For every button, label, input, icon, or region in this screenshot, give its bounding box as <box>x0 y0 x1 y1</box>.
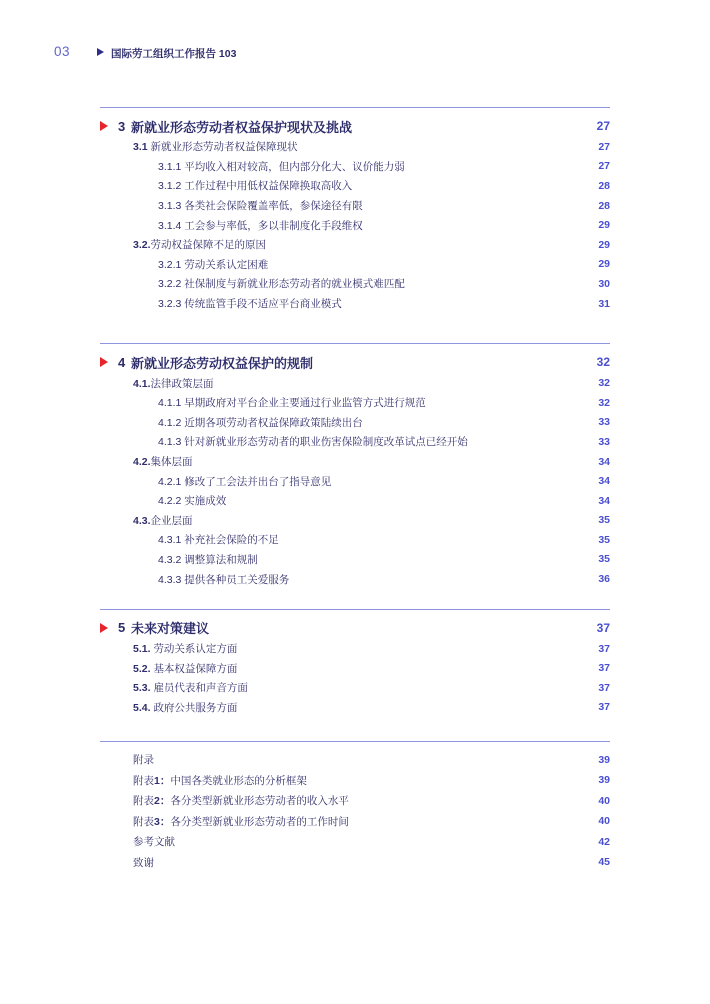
toc-item[interactable] <box>100 852 610 873</box>
toc-item-label: 附表2：各分类型新就业形态劳动者的收入水平 <box>133 795 349 807</box>
section-divider <box>100 741 610 742</box>
toc-item-page: 33 <box>598 435 610 448</box>
toc-item[interactable] <box>100 274 610 294</box>
header-triangle-icon <box>97 48 104 56</box>
toc-items-section-5 <box>100 639 610 717</box>
toc-item-label: 3.2.3 传统监管手段不适应平台商业模式 <box>158 298 342 311</box>
toc-item-label: 附表3：各分类型新就业形态劳动者的工作时间 <box>133 815 349 828</box>
toc-item[interactable] <box>100 639 610 659</box>
toc-item-label: 3.1.4 工会参与率低，多以非制度化手段维权 <box>158 219 363 232</box>
toc-item[interactable] <box>100 698 610 718</box>
toc-item-page: 34 <box>598 494 610 507</box>
toc-item-page: 37 <box>598 662 610 675</box>
toc-item-label: 5.3. 雇员代表和声音方面 <box>133 682 248 695</box>
toc-item-label: 4.3.企业层面 <box>133 514 193 527</box>
chapter-page-number: 37 <box>596 620 610 635</box>
toc-item-page: 45 <box>598 856 610 868</box>
chapter-title: 新就业形态劳动者权益保护现状及挑战 <box>131 119 353 135</box>
toc-item-label: 4.3.2 调整算法和规制 <box>158 553 258 566</box>
toc-item[interactable] <box>100 491 610 511</box>
toc-item-page: 31 <box>598 297 610 310</box>
toc-item[interactable] <box>100 196 610 216</box>
toc-section-5 <box>100 609 610 717</box>
toc-item-page: 39 <box>598 774 610 786</box>
toc-item[interactable] <box>100 215 610 235</box>
toc-items-section-3 <box>100 137 610 313</box>
toc-items-appendix <box>100 749 610 872</box>
toc-item-page: 34 <box>598 455 610 468</box>
toc-item-page: 37 <box>598 642 610 655</box>
header-page-number: 03 <box>54 44 71 59</box>
toc-item-page: 35 <box>598 533 610 546</box>
toc-item[interactable] <box>100 373 610 393</box>
toc-item-label: 3.1 新就业形态劳动者权益保障现状 <box>133 141 298 154</box>
toc-item-label: 4.3.3 提供各种员工关爱服务 <box>158 573 290 586</box>
toc-item[interactable] <box>100 452 610 472</box>
toc-item-label: 附录 <box>133 754 154 766</box>
toc-item-label: 4.1.2 近期各项劳动者权益保障政策陆续出台 <box>158 416 363 429</box>
toc-item-label: 参考文献 <box>133 836 175 848</box>
toc-item-page: 29 <box>598 219 610 232</box>
chapter-number: 4 <box>118 354 126 370</box>
toc-item[interactable] <box>100 255 610 275</box>
toc-item[interactable] <box>100 432 610 452</box>
toc-item[interactable] <box>100 658 610 678</box>
toc-item[interactable] <box>100 569 610 589</box>
toc-item[interactable] <box>100 790 610 811</box>
toc-item-page: 30 <box>598 277 610 290</box>
toc-item-page: 29 <box>598 238 610 251</box>
toc-item[interactable] <box>100 678 610 698</box>
toc-item-label: 5.1. 劳动关系认定方面 <box>133 643 238 656</box>
chapter-title: 未来对策建议 <box>131 621 210 637</box>
toc-item[interactable] <box>100 770 610 791</box>
toc-item[interactable] <box>100 157 610 177</box>
section-divider <box>100 107 610 108</box>
toc-item-page: 37 <box>598 681 610 694</box>
chapter-number: 5 <box>118 620 126 636</box>
toc-item-page: 40 <box>598 815 610 827</box>
header-report-title: 国际劳工组织工作报告 103 <box>111 48 237 60</box>
red-triangle-icon <box>100 357 108 367</box>
toc-chapter-4[interactable] <box>100 351 610 373</box>
table-of-contents <box>100 107 610 872</box>
chapter-page-number: 32 <box>596 355 610 370</box>
toc-item-label: 附表1：中国各类就业形态的分析框架 <box>133 774 307 787</box>
toc-item-page: 40 <box>598 794 610 807</box>
toc-item-page: 42 <box>598 835 610 848</box>
toc-section-3 <box>100 107 610 313</box>
toc-item-label: 4.1.3 针对新就业形态劳动者的职业伤害保险制度改革试点已经开始 <box>158 436 468 449</box>
page-header <box>0 44 710 64</box>
toc-item-label: 3.1.1 平均收入相对较高，但内部分化大、议价能力弱 <box>158 160 405 173</box>
toc-item-page: 29 <box>598 258 610 271</box>
chapter-title: 新就业形态劳动权益保护的规制 <box>131 355 314 371</box>
toc-item-page: 37 <box>598 701 610 714</box>
toc-item-page: 32 <box>598 396 610 409</box>
red-triangle-icon <box>100 121 108 131</box>
toc-item-page: 35 <box>598 553 610 566</box>
toc-item-page: 32 <box>598 377 610 390</box>
toc-item-label: 3.2.2 社保制度与新就业形态劳动者的就业模式难匹配 <box>158 278 405 291</box>
toc-item-page: 36 <box>598 573 610 586</box>
toc-item-page: 27 <box>598 160 610 173</box>
toc-item-label: 4.2.2 实施成效 <box>158 495 227 508</box>
toc-chapter-5[interactable] <box>100 617 610 639</box>
toc-item[interactable] <box>100 749 610 770</box>
toc-item-label: 4.2.1 修改了工会法并出台了指导意见 <box>158 475 332 488</box>
toc-item[interactable] <box>100 811 610 832</box>
toc-item-page: 35 <box>598 514 610 527</box>
toc-item[interactable] <box>100 393 610 413</box>
toc-item-label: 4.3.1 补充社会保险的不足 <box>158 534 279 547</box>
toc-section-4 <box>100 343 610 589</box>
toc-item-page: 39 <box>598 753 610 766</box>
red-triangle-icon <box>100 623 108 633</box>
toc-item-label: 3.2.劳动权益保障不足的原因 <box>133 239 267 252</box>
section-divider <box>100 343 610 344</box>
toc-item[interactable] <box>100 294 610 314</box>
toc-item-label: 致谢 <box>133 856 154 869</box>
toc-item-page: 28 <box>598 199 610 212</box>
toc-section-appendix <box>100 741 610 872</box>
toc-item[interactable] <box>100 137 610 157</box>
toc-item-page: 34 <box>598 475 610 488</box>
toc-item-label: 4.1.法律政策层面 <box>133 377 214 390</box>
toc-item[interactable] <box>100 471 610 491</box>
toc-item[interactable] <box>100 831 610 852</box>
chapter-number: 3 <box>118 118 126 134</box>
chapter-page-number: 27 <box>596 119 610 133</box>
toc-chapter-3[interactable] <box>100 115 610 137</box>
toc-item-label: 5.4. 政府公共服务方面 <box>133 701 238 714</box>
toc-item-page: 28 <box>598 179 610 192</box>
toc-item-label: 3.2.1 劳动关系认定困难 <box>158 258 269 271</box>
toc-item-label: 3.1.2 工作过程中用低权益保障换取高收入 <box>158 180 353 193</box>
toc-item-label: 4.2.集体层面 <box>133 456 193 469</box>
toc-items-section-4 <box>100 373 610 589</box>
toc-item[interactable] <box>100 413 610 433</box>
toc-item[interactable] <box>100 550 610 570</box>
toc-item-page: 27 <box>598 140 610 153</box>
toc-item[interactable] <box>100 176 610 196</box>
toc-item[interactable] <box>100 530 610 550</box>
toc-item-page: 33 <box>598 416 610 429</box>
toc-item-label: 4.1.1 早期政府对平台企业主要通过行业监管方式进行规范 <box>158 397 426 410</box>
toc-item[interactable] <box>100 511 610 531</box>
section-divider <box>100 609 610 610</box>
toc-item[interactable] <box>100 235 610 255</box>
toc-item-label: 3.1.3 各类社会保险覆盖率低，参保途径有限 <box>158 200 363 213</box>
toc-item-label: 5.2. 基本权益保障方面 <box>133 662 238 675</box>
